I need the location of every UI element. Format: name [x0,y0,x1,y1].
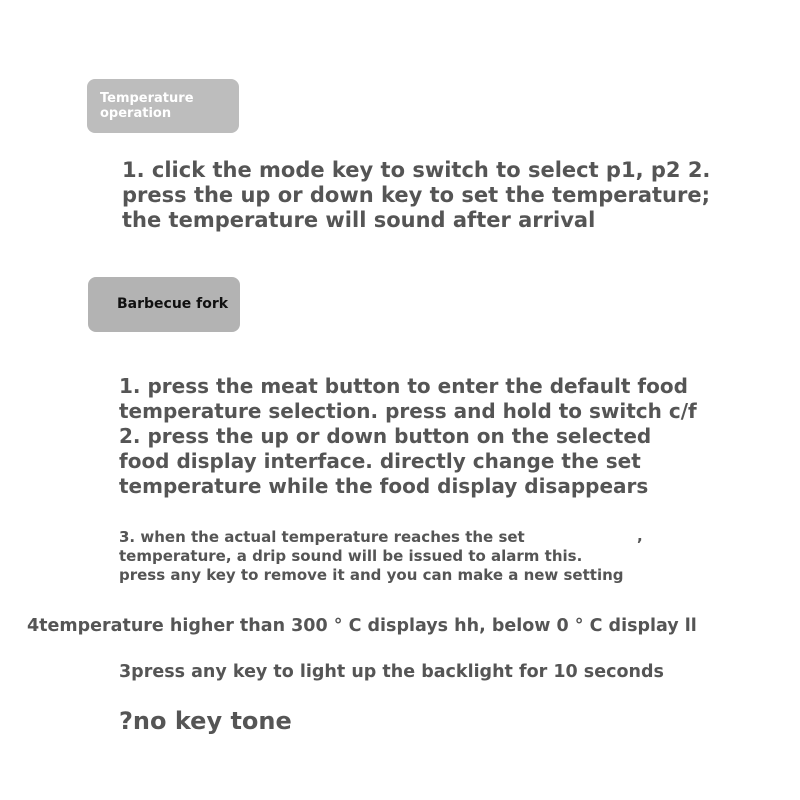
key-tone-note: ?no key tone [119,707,292,735]
temperature-instructions: 1. click the mode key to switch to select p1, p2 2. press the up or down key to set the temperature; the temperature will sound after arrival [122,158,711,232]
temperature-operation-badge [87,79,239,133]
fork-instructions: 1. press the meat button to enter the default food temperature selection. press and hold to switch c/f 2. press the up or down button on the selected food display interface. directly change the set temperature while the food display disappears [119,374,697,498]
alarm-comma: , [637,527,643,545]
backlight-note: 3press any key to light up the backlight for 10 seconds [119,662,664,682]
barbecue-fork-badge [88,277,240,332]
barbecue-fork-label: Barbecue fork [117,296,229,312]
temperature-range-note: 4temperature higher than 300 ° C displays hh, below 0 ° C display ll [27,616,697,636]
alarm-instructions: 3. when the actual temperature reaches the set temperature, a drip sound will be issued to alarm this. press any key to remove it and you can make a new setting [119,528,624,584]
temperature-operation-label: Temperature operation [100,91,194,121]
